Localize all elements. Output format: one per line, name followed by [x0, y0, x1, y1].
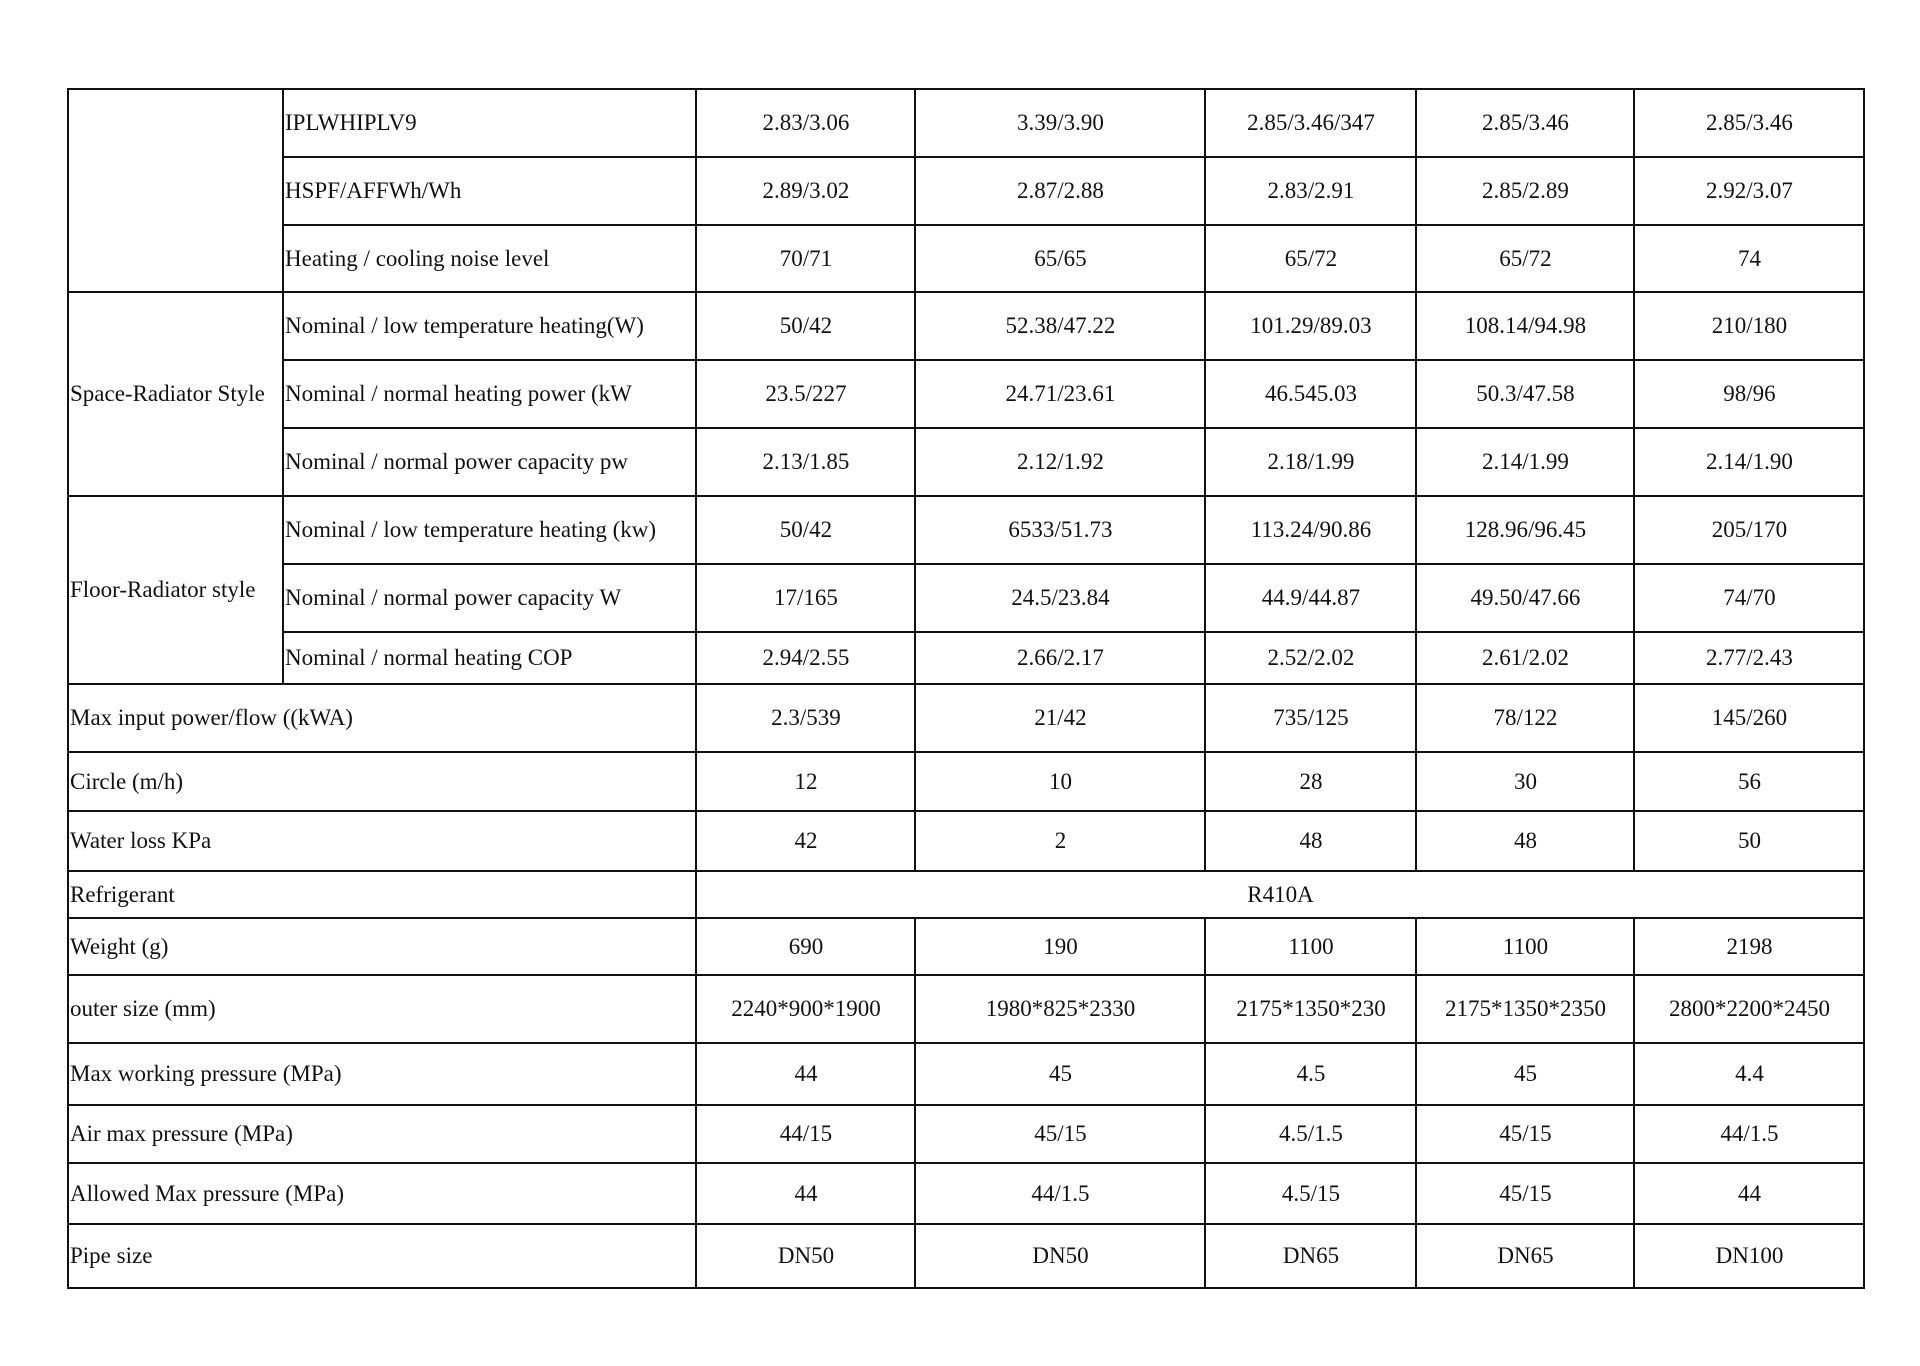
row-label: outer size (mm) — [68, 975, 696, 1043]
cell-value: 145/260 — [1634, 684, 1864, 752]
row-label: HSPF/AFFWh/Wh — [283, 157, 696, 225]
cell-value: DN50 — [915, 1224, 1205, 1288]
spec-table-body — [68, 89, 1864, 1288]
cell-value: 74 — [1634, 225, 1864, 292]
cell-value: 48 — [1205, 811, 1416, 871]
cell-value: 1100 — [1416, 918, 1634, 975]
table-row — [68, 564, 1864, 632]
cell-value: 65/72 — [1416, 225, 1634, 292]
cell-value: 10 — [915, 752, 1205, 811]
table-row — [68, 292, 1864, 360]
cell-value: 2.89/3.02 — [696, 157, 915, 225]
cell-value: 50/42 — [696, 292, 915, 360]
cell-value: 98/96 — [1634, 360, 1864, 428]
cell-value: 44/1.5 — [915, 1163, 1205, 1224]
cell-value: 44 — [1634, 1163, 1864, 1224]
row-label: Circle (m/h) — [68, 752, 696, 811]
table-row — [68, 752, 1864, 811]
cell-value: 2.87/2.88 — [915, 157, 1205, 225]
cell-value: 2.3/539 — [696, 684, 915, 752]
cell-value: 42 — [696, 811, 915, 871]
row-label: Air max pressure (MPa) — [68, 1105, 696, 1163]
row-label: Pipe size — [68, 1224, 696, 1288]
row-label: Max working pressure (MPa) — [68, 1043, 696, 1105]
cell-value: 113.24/90.86 — [1205, 496, 1416, 564]
cell-value: 17/165 — [696, 564, 915, 632]
cell-value: 4.5/1.5 — [1205, 1105, 1416, 1163]
cell-value: 52.38/47.22 — [915, 292, 1205, 360]
table-row — [68, 225, 1864, 292]
table-row — [68, 360, 1864, 428]
row-label: Allowed Max pressure (MPa) — [68, 1163, 696, 1224]
cell-value: 2.13/1.85 — [696, 428, 915, 496]
row-label: Heating / cooling noise level — [283, 225, 696, 292]
cell-value: 12 — [696, 752, 915, 811]
cell-value: 4.5 — [1205, 1043, 1416, 1105]
cell-value: 2.85/3.46/347 — [1205, 89, 1416, 157]
cell-value: 2.85/3.46 — [1416, 89, 1634, 157]
cell-value: DN65 — [1205, 1224, 1416, 1288]
cell-value: 50/42 — [696, 496, 915, 564]
cell-value: 30 — [1416, 752, 1634, 811]
cell-value: 74/70 — [1634, 564, 1864, 632]
cell-value: 4.4 — [1634, 1043, 1864, 1105]
table-row — [68, 496, 1864, 564]
cell-value: 49.50/47.66 — [1416, 564, 1634, 632]
cell-value: 24.71/23.61 — [915, 360, 1205, 428]
table-row — [68, 684, 1864, 752]
cell-value: 21/42 — [915, 684, 1205, 752]
row-label: Nominal / normal heating power (kW — [283, 360, 696, 428]
cell-value: 4.5/15 — [1205, 1163, 1416, 1224]
cell-value: 2.14/1.90 — [1634, 428, 1864, 496]
cell-value: 44 — [696, 1163, 915, 1224]
cell-value: 2.85/3.46 — [1634, 89, 1864, 157]
table-row — [68, 975, 1864, 1043]
cell-value: 56 — [1634, 752, 1864, 811]
cell-value: 50.3/47.58 — [1416, 360, 1634, 428]
cell-value: 2 — [915, 811, 1205, 871]
cell-value: DN50 — [696, 1224, 915, 1288]
cell-value: 48 — [1416, 811, 1634, 871]
row-label: Nominal / low temperature heating (kw) — [283, 496, 696, 564]
table-row — [68, 632, 1864, 684]
table-row — [68, 1224, 1864, 1288]
cell-value: 2.94/2.55 — [696, 632, 915, 684]
cell-value: 3.39/3.90 — [915, 89, 1205, 157]
table-row — [68, 428, 1864, 496]
cell-value: 65/72 — [1205, 225, 1416, 292]
cell-value: DN65 — [1416, 1224, 1634, 1288]
cell-value: 2.14/1.99 — [1416, 428, 1634, 496]
table-row — [68, 918, 1864, 975]
cell-value: 45 — [1416, 1043, 1634, 1105]
cell-value: 2.85/2.89 — [1416, 157, 1634, 225]
cell-value: 735/125 — [1205, 684, 1416, 752]
cell-value: 24.5/23.84 — [915, 564, 1205, 632]
cell-value: 50 — [1634, 811, 1864, 871]
cell-value: 45/15 — [1416, 1163, 1634, 1224]
cell-value: 2240*900*1900 — [696, 975, 915, 1043]
row-label: Max input power/flow ((kWA) — [68, 684, 696, 752]
cell-value: 101.29/89.03 — [1205, 292, 1416, 360]
cell-value: 2.52/2.02 — [1205, 632, 1416, 684]
cell-value: 2175*1350*2350 — [1416, 975, 1634, 1043]
cell-value: 44.9/44.87 — [1205, 564, 1416, 632]
row-label: Nominal / normal power capacity W — [283, 564, 696, 632]
row-label: Water loss KPa — [68, 811, 696, 871]
row-label: Nominal / normal power capacity pw — [283, 428, 696, 496]
cell-value: 45/15 — [915, 1105, 1205, 1163]
cell-value: 1980*825*2330 — [915, 975, 1205, 1043]
group-label-floor-radiator: Floor-Radiator style — [68, 496, 283, 684]
cell-value: 44/15 — [696, 1105, 915, 1163]
cell-value: 190 — [915, 918, 1205, 975]
cell-value: 690 — [696, 918, 915, 975]
cell-value: 2198 — [1634, 918, 1864, 975]
cell-value: 70/71 — [696, 225, 915, 292]
group-label-space-radiator: Space-Radiator Style — [68, 292, 283, 496]
cell-value: DN100 — [1634, 1224, 1864, 1288]
cell-value: 2.18/1.99 — [1205, 428, 1416, 496]
cell-value: 65/65 — [915, 225, 1205, 292]
cell-value: 78/122 — [1416, 684, 1634, 752]
row-label: IPLWHIPLV9 — [283, 89, 696, 157]
cell-value: 23.5/227 — [696, 360, 915, 428]
group-cell-blank — [68, 89, 283, 292]
cell-value: 44/1.5 — [1634, 1105, 1864, 1163]
cell-value: 2.77/2.43 — [1634, 632, 1864, 684]
row-label: Nominal / low temperature heating(W) — [283, 292, 696, 360]
cell-value: 45 — [915, 1043, 1205, 1105]
cell-value: 2.92/3.07 — [1634, 157, 1864, 225]
table-row — [68, 1105, 1864, 1163]
cell-value: 2.61/2.02 — [1416, 632, 1634, 684]
table-row — [68, 157, 1864, 225]
row-label: Refrigerant — [68, 871, 696, 918]
table-row — [68, 1163, 1864, 1224]
cell-value: 2.83/2.91 — [1205, 157, 1416, 225]
cell-value: 6533/51.73 — [915, 496, 1205, 564]
cell-value: 205/170 — [1634, 496, 1864, 564]
cell-value: 108.14/94.98 — [1416, 292, 1634, 360]
row-label: Weight (g) — [68, 918, 696, 975]
cell-value: 2800*2200*2450 — [1634, 975, 1864, 1043]
table-row — [68, 1043, 1864, 1105]
table-row — [68, 89, 1864, 157]
cell-value: 210/180 — [1634, 292, 1864, 360]
table-row — [68, 811, 1864, 871]
cell-value: 2175*1350*230 — [1205, 975, 1416, 1043]
cell-value: 46.545.03 — [1205, 360, 1416, 428]
cell-value: 45/15 — [1416, 1105, 1634, 1163]
cell-value: 1100 — [1205, 918, 1416, 975]
cell-value: 44 — [696, 1043, 915, 1105]
cell-value: 2.66/2.17 — [915, 632, 1205, 684]
row-label: Nominal / normal heating COP — [283, 632, 696, 684]
cell-value: 128.96/96.45 — [1416, 496, 1634, 564]
cell-value: 28 — [1205, 752, 1416, 811]
cell-value: 2.83/3.06 — [696, 89, 915, 157]
spec-table — [67, 88, 1865, 1289]
cell-value: 2.12/1.92 — [915, 428, 1205, 496]
refrigerant-value: R410A — [696, 871, 1864, 918]
table-row — [68, 871, 1864, 918]
